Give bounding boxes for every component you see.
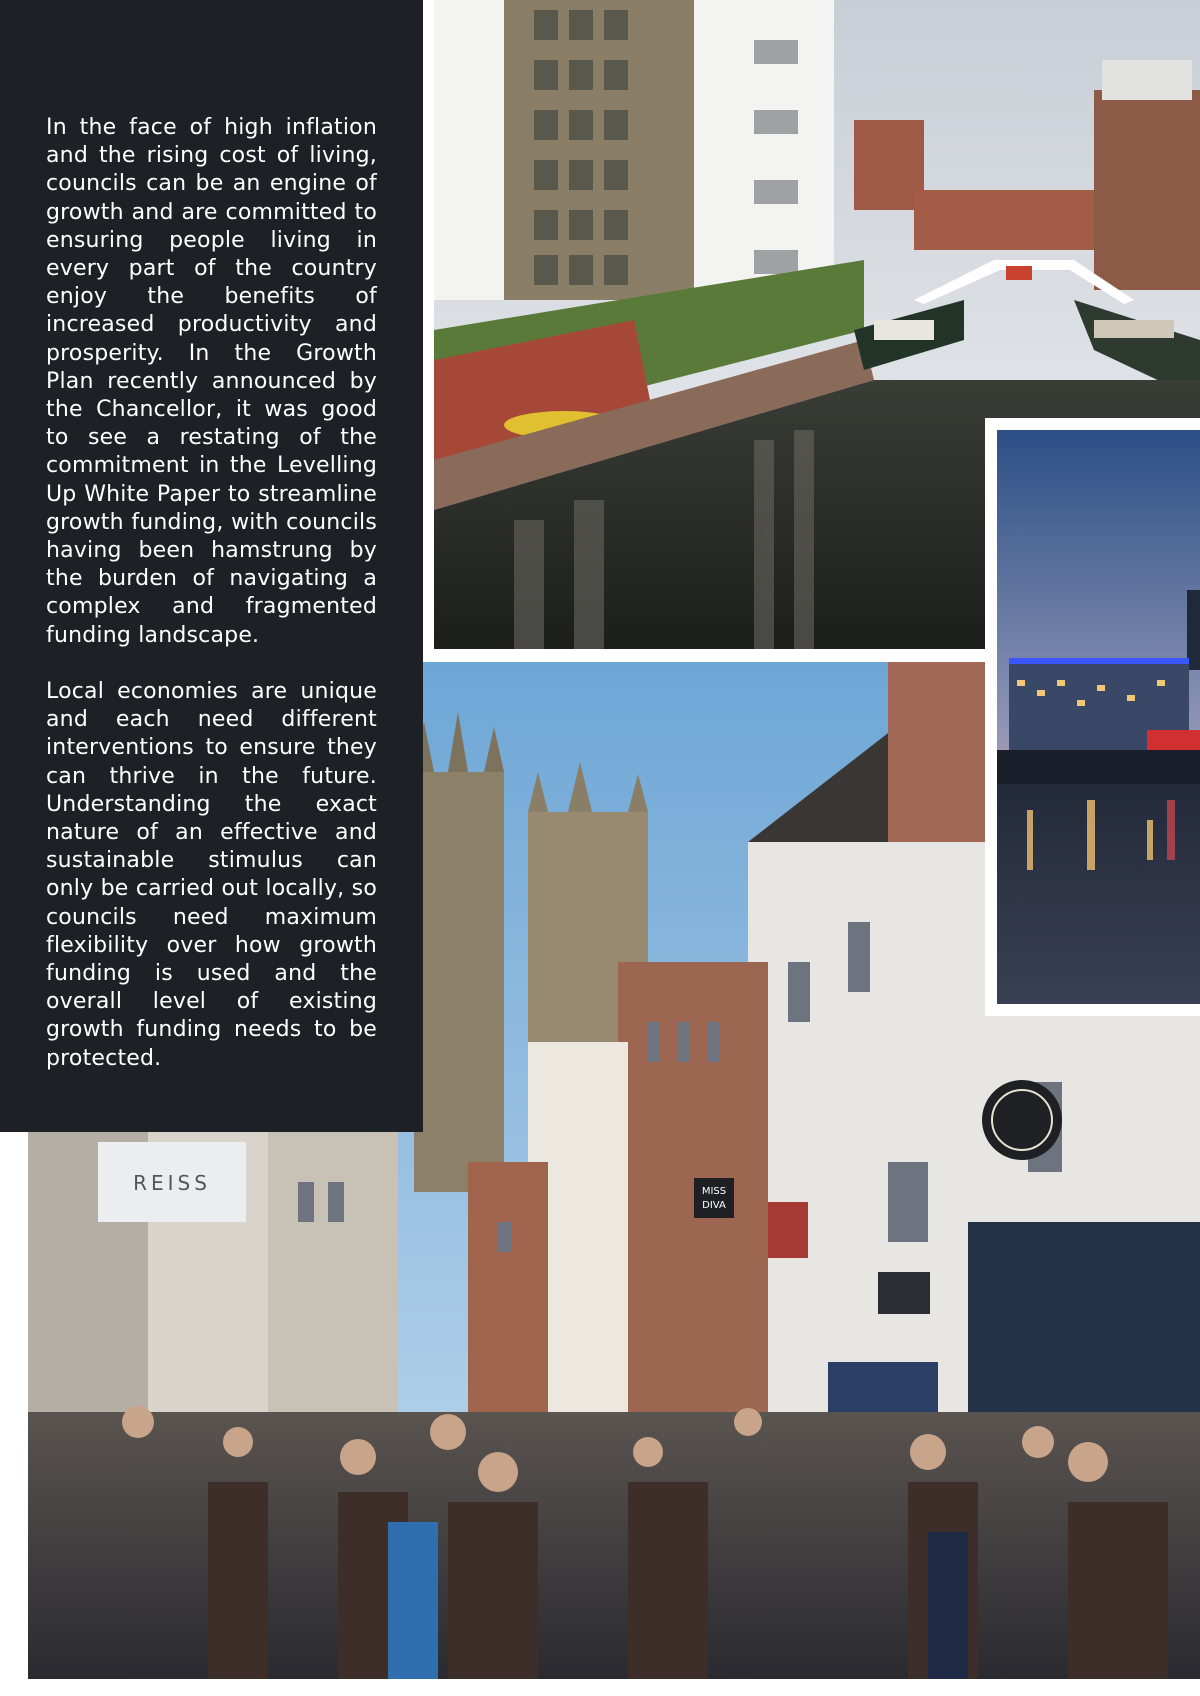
text-panel (0, 0, 423, 1132)
svg-text:MISS: MISS (701, 1186, 727, 1197)
reiss-sign-text: REISS (133, 1171, 211, 1195)
body-paragraph: In the face of high inflation and the rising cost of living, councils can be an engine of growth and are committed to ensuring people living in every part of the country enjoy the benefits of increased productivity and prosperity. In the Growth Plan recently announced by the Chancellor, it was good to see a restating of the commitment in the Levelling Up White Paper to streamline growth funding, with councils having been hamstrung by the burden of navigating a complex and fragmented funding landscape. (46, 115, 377, 648)
svg-text:DIVA: DIVA (702, 1200, 726, 1211)
body-paragraph: Local economies are unique and each need different interventions to ensure they can thrive in the future. Understanding the exact nature of an effective and sustainable stimulus can only be carried out locally, so councils need maximum flexibility over how growth funding is used and the overall level of existing growth funding needs to be protected. (46, 679, 377, 1071)
waterfront-photo (985, 418, 1200, 1016)
